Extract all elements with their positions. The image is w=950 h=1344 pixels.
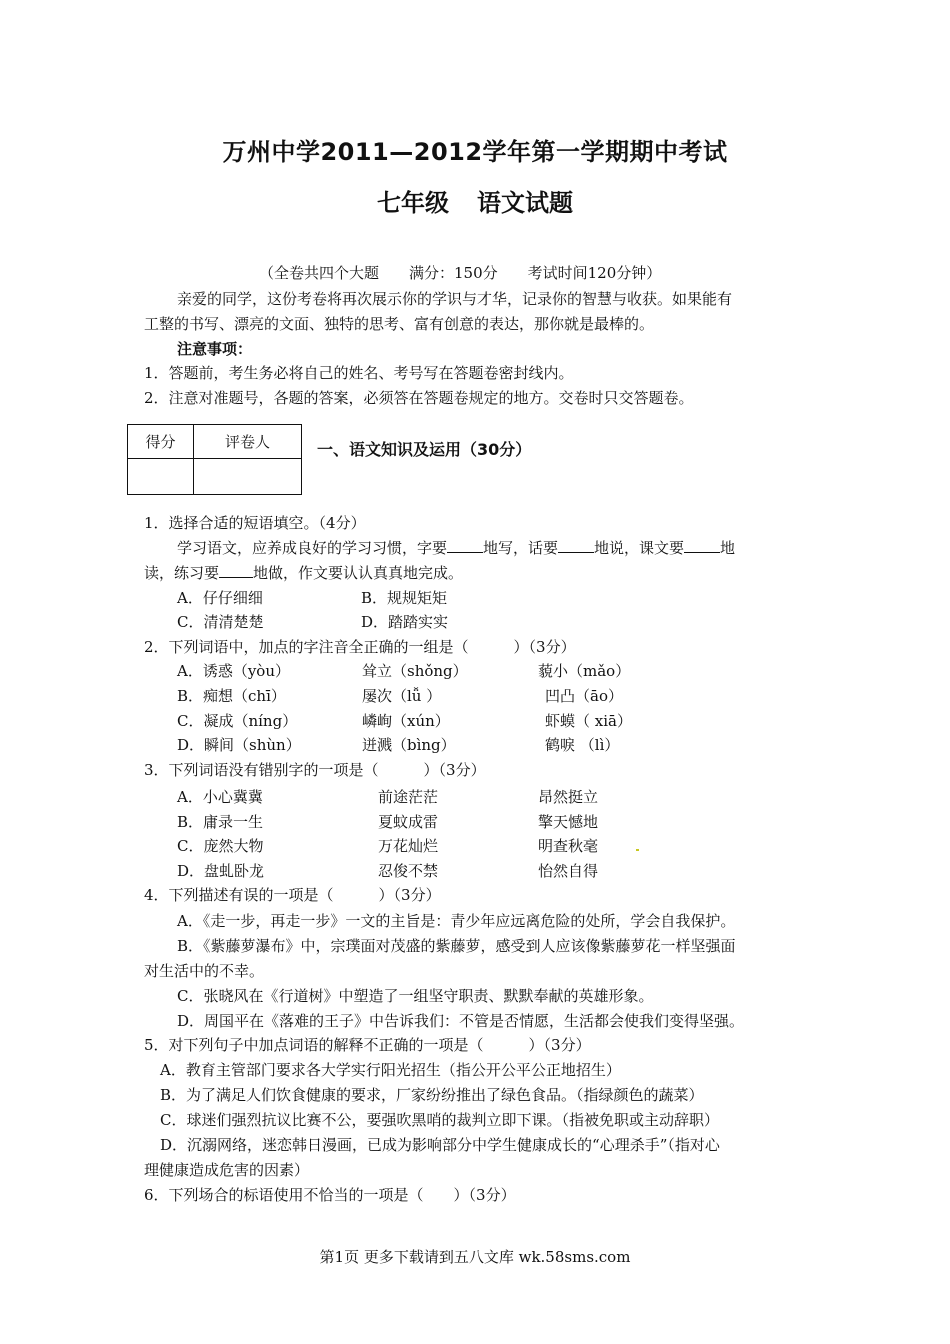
subject-label: 语文试题 bbox=[477, 189, 573, 217]
grade-label: 七年级 bbox=[377, 189, 449, 217]
q2-d-2: 迸溅（bìng） bbox=[362, 736, 456, 754]
q4-option-b-line-2: 对生活中的不幸。 bbox=[144, 962, 265, 980]
q3-d-2: 忍俊不禁 bbox=[378, 862, 439, 880]
q3-d-1[interactable]: D．盘虬卧龙 bbox=[177, 862, 265, 880]
q4-option-d[interactable]: D．周国平在《落难的王子》中告诉我们：不管是否情愿，生活都会使我们变得坚强。 bbox=[177, 1012, 745, 1030]
q1-blank-3[interactable] bbox=[684, 538, 720, 553]
q1-option-a[interactable]: A．仔仔细细 bbox=[177, 589, 263, 607]
score-header: 得分 bbox=[128, 425, 194, 459]
grader-cell[interactable] bbox=[194, 459, 302, 495]
q1-line-1 bbox=[177, 538, 735, 558]
exam-info: （全卷共四个大题 满分：150分 考试时间120分钟） bbox=[259, 264, 662, 282]
q3-c-3: 明查秋毫 bbox=[538, 837, 599, 855]
q3-c-1[interactable]: C．庞然大物 bbox=[177, 837, 264, 855]
note-item-1: 1．答题前，考生务必将自己的姓名、考号写在答题卷密封线内。 bbox=[144, 364, 574, 382]
q2-c-3: 虾蟆（ xiā） bbox=[545, 712, 632, 730]
q1-text-d: 地 bbox=[720, 539, 736, 557]
q4-stem: 4．下列描述有误的一项是（ ）（3分） bbox=[144, 886, 441, 904]
q3-a-1[interactable]: A．小心冀冀 bbox=[177, 788, 263, 806]
note-item-2: 2．注意对准题号，各题的答案，必须答在答题卷规定的地方。交卷时只交答题卷。 bbox=[144, 389, 694, 407]
q1-text-a: 学习语文，应养成良好的学习习惯，字要 bbox=[177, 539, 448, 557]
q6-stem: 6．下列场合的标语使用不恰当的一项是（ ）（3分） bbox=[144, 1186, 516, 1204]
q4-option-b-line-1[interactable]: B．《紫藤萝瀑布》中，宗璞面对茂盛的紫藤萝，感受到人应该像紫藤萝花一样坚强面 bbox=[177, 937, 736, 955]
intro-line-1: 亲爱的同学，这份考卷将再次展示你的学识与才华，记录你的智慧与收获。如果能有 bbox=[177, 290, 733, 308]
q3-b-2: 夏蚊成雷 bbox=[378, 813, 439, 831]
q2-c-1[interactable]: C．凝成（níng） bbox=[177, 712, 298, 730]
q3-a-3: 昂然挺立 bbox=[538, 788, 599, 806]
section-1-heading: 一、语文知识及运用（30分） bbox=[317, 440, 532, 459]
score-table bbox=[127, 424, 302, 495]
notes-heading: 注意事项： bbox=[177, 340, 253, 358]
q3-b-1[interactable]: B．庸录一生 bbox=[177, 813, 264, 831]
q2-d-3: 鹤唳 （lì） bbox=[545, 736, 620, 754]
q1-blank-1[interactable] bbox=[447, 538, 483, 553]
q3-a-2: 前途茫茫 bbox=[378, 788, 439, 806]
q1-text-c: 地说，课文要 bbox=[594, 539, 685, 557]
stray-mark bbox=[636, 849, 639, 851]
q2-a-3: 藐小（mǎo） bbox=[538, 662, 631, 680]
q2-a-1[interactable]: A．诱惑（yòu） bbox=[177, 662, 290, 680]
q3-b-3: 擎天憾地 bbox=[538, 813, 599, 831]
q1-text-f: 地做，作文要认认真真地完成。 bbox=[253, 564, 464, 582]
q3-stem: 3．下列词语没有错别字的一项是（ ）（3分） bbox=[144, 761, 486, 779]
page-footer: 第1页 更多下载请到五八文库 wk.58sms.com bbox=[319, 1248, 631, 1266]
q1-line-2 bbox=[144, 563, 463, 583]
q2-b-3: 凹凸（āo） bbox=[545, 687, 623, 705]
q1-text-e: 读，练习要 bbox=[144, 564, 220, 582]
q5-stem: 5．对下列句子中加点词语的解释不正确的一项是（ ）（3分） bbox=[144, 1036, 591, 1054]
q3-c-2: 万花灿烂 bbox=[378, 837, 439, 855]
q5-option-a[interactable]: A．教育主管部门要求各大学实行阳光招生（指公开公平公正地招生） bbox=[160, 1061, 621, 1079]
q1-stem: 1．选择合适的短语填空。（4分） bbox=[144, 514, 366, 532]
intro-line-2: 工整的书写、漂亮的文面、独特的思考、富有创意的表达，那你就是最棒的。 bbox=[144, 315, 655, 333]
q1-text-b: 地写，话要 bbox=[483, 539, 559, 557]
q4-option-c[interactable]: C．张晓风在《行道树》中塑造了一组坚守职责、默默奉献的英雄形象。 bbox=[177, 987, 654, 1005]
q2-d-1[interactable]: D．瞬间（shùn） bbox=[177, 736, 301, 754]
exam-subtitle bbox=[0, 183, 950, 218]
q2-b-1[interactable]: B．痴想（chī） bbox=[177, 687, 286, 705]
q1-blank-4[interactable] bbox=[219, 563, 253, 578]
q5-option-c[interactable]: C．球迷们强烈抗议比赛不公，要强吹黑哨的裁判立即下课。（指被免职或主动辞职） bbox=[160, 1111, 719, 1129]
q2-c-2: 嶙峋（xún） bbox=[362, 712, 450, 730]
q5-option-d-line-2: 理健康造成危害的因素） bbox=[144, 1161, 310, 1179]
q2-a-2: 耸立（shǒng） bbox=[362, 662, 468, 680]
grader-header: 评卷人 bbox=[194, 425, 302, 459]
q1-option-b[interactable]: B．规规矩矩 bbox=[361, 589, 448, 607]
q5-option-b[interactable]: B．为了满足人们饮食健康的要求，厂家纷纷推出了绿色食品。（指绿颜色的蔬菜） bbox=[160, 1086, 704, 1104]
q4-option-a[interactable]: A．《走一步，再走一步》一文的主旨是：青少年应远离危险的处所，学会自我保护。 bbox=[177, 912, 736, 930]
q2-b-2: 屡次（lǚ ） bbox=[362, 687, 442, 705]
score-cell[interactable] bbox=[128, 459, 194, 495]
q5-option-d-line-1[interactable]: D．沉溺网络，迷恋韩日漫画，已成为影响部分中学生健康成长的“心理杀手”（指对心 bbox=[160, 1136, 720, 1154]
q1-option-d[interactable]: D．踏踏实实 bbox=[361, 613, 449, 631]
exam-title: 万州中学2011—2012学年第一学期期中考试 bbox=[222, 138, 728, 166]
q3-d-3: 怡然自得 bbox=[538, 862, 599, 880]
q1-option-c[interactable]: C．清清楚楚 bbox=[177, 613, 264, 631]
q2-stem: 2．下列词语中，加点的字注音全正确的一组是（ ）（3分） bbox=[144, 638, 576, 656]
q1-blank-2[interactable] bbox=[558, 538, 594, 553]
